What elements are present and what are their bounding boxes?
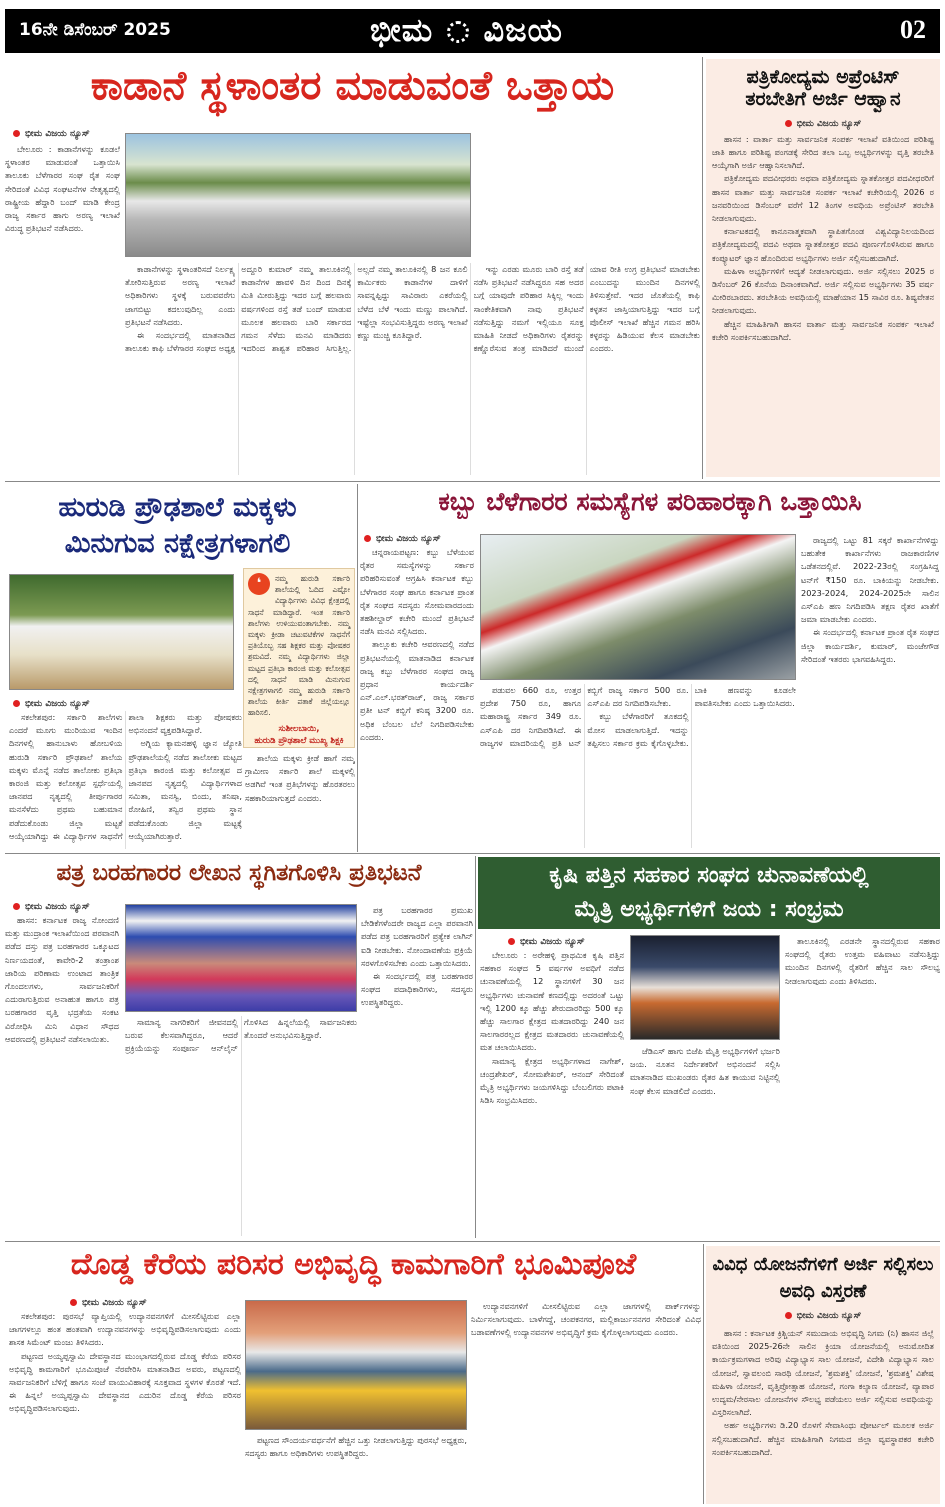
- paragraph: ಜೆಡಿಎಸ್ ಹಾಗು ಬಿಜೆಪಿ ಮೈತ್ರಿ ಅಭ್ಯರ್ಥಿಗಳಿಗೆ ಭರ್ಜರಿ ಜಯ. ನೂತನ ನಿರ್ದೇಶಕರಿಗೆ ಅಭಿನಂದನೆ ಸಲ್ಲಿಸಿ ಮಾತನಾಡಿದ ಮುಖಂಡರು ರೈತರ ಹಿತ ಕಾಯುವ ನಿಟ್ಟಿನಲ್ಲಿ ಸಂಘ ಕೆಲಸ ಮಾಡಲಿದೆ ಎಂದರು.: [630, 1046, 780, 1096]
- divider: [5, 1241, 940, 1242]
- divider: [475, 856, 476, 1238]
- paragraph: ಈ ಸಂದರ್ಭದಲ್ಲಿ ಮಾತನಾಡಿದ ತಾಲೂಕು ಕಾಫಿ ಬೆಳೆಗಾರರ ಸಂಘದ ಅಧ್ಯಕ್ಷ ಅದ್ದೂರಿ ಕುಮಾರ್ ನಮ್ಮ ತಾಲೂಕಿನಲ್ಲಿ ಕಾಡಾನೆಗಳ ಹಾವಳಿ ದಿನ ದಿಂದ ದಿನಕ್ಕೆ ಮಿತಿ ಮೀರುತ್ತಿದ್ದು ಇದರ ಬಗ್ಗೆ ಹಲವಾರು ವರ್ಷಗಳಿಂದ ರಸ್ತೆ ತಡೆ ಬಂದ್ ಮಾಡುವ ಮೂಲಕ ಹಲವಾರು ಬಾರಿ ಸರ್ಕಾರದ ಗಮನ ಸೆಳೆದು ಮನವಿ ಮಾಡಿದರು ಇದರಿಂದ ಶಾಶ್ವತ ಪರಿಹಾರ ಸಿಗುತ್ತಿಲ್ಲ. ಅಲ್ಲದೆ ನಮ್ಮ ತಾಲೂಕಿನಲ್ಲಿ 8 ಜನ ಕೂಲಿ ಕಾರ್ಮಿಕರು ಕಾಡಾನೆಗಳ ದಾಳಿಗೆ ಸಾವನ್ನಪ್ಪಿದ್ದು ಸಾವಿರಾರು ಎಕರೆಯಲ್ಲಿ ಬೆಳೆದ ಬೆಳೆ ಇಂದು ಮಣ್ಣು ಪಾಲಾಗಿದೆ. ಇಷ್ಟೆಲ್ಲಾ ಸಂಭವಿಸುತ್ತಿದ್ದರು ಅರಣ್ಯ ಇಲಾಖೆ ಕಣ್ಣು ಮುಚ್ಚಿ ಕೂತಿದ್ದಾರೆ.: [125, 264, 468, 354]
- byline: [13, 129, 90, 139]
- bullet-icon: [70, 1299, 77, 1306]
- byline-text: ಭೀಮ ವಿಜಯ ನ್ಯೂಸ್: [25, 699, 90, 709]
- headline-banner: [478, 857, 940, 929]
- quote-role: ಹುರುಡಿ ಪ್ರೌಢಶಾಲೆ ಮುಖ್ಯ ಶಿಕ್ಷಕಿ: [254, 735, 344, 746]
- article-body: [480, 949, 624, 1237]
- paragraph: ರಾಜ್ಯದಲ್ಲಿ ಒಟ್ಟು 81 ಸಕ್ಕರೆ ಕಾರ್ಖಾನೆಗಳಿದ್ದು ಬಹುತೇಕ ಕಾರ್ಖಾನೆಗಳು ರಾಜಕಾರಣಿಗಳ ಒಡೆತನದಲ್ಲಿವೆ. 2022-23ರಲ್ಲಿ ಸಂಗ್ರಹಿಸಿದ್ದ ಟನ್‌ಗೆ ₹150 ರೂ. ಬಾಕಿಯನ್ನು ನೀಡಬೇಕು. 2023-2024, 2024-2025ನೇ ಸಾಲಿನ ಎಸ್‌ಎಪಿ ಹಣ ನಿಗದಿಪಡಿಸಿ ತಕ್ಷಣ ರೈತರ ಖಾತೆಗೆ ಜಮಾ ಮಾಡಬೇಕು ಎಂದರು.: [801, 535, 939, 625]
- paragraph: ಪಟ್ಟಣದ ಸೌಂದರ್ಯವರ್ಧನೆಗೆ ಹೆಚ್ಚಿನ ಒತ್ತು ನೀಡಲಾಗುತ್ತಿದ್ದು ಪುರಸಭೆ ಅಧ್ಯಕ್ಷರು, ಸದಸ್ಯರು ಹಾಗೂ ಅಧಿಕಾರಿಗಳು ಉಪಸ್ಥಿತರಿದ್ದರು.: [245, 1435, 467, 1459]
- paragraph: ಬೇಲೂರು : ಕಾಡಾನೆಗಳನ್ನು ಕೂಡಲೆ ಸ್ಥಳಾಂತರ ಮಾಡುವಂತೆ ಒತ್ತಾಯಿಸಿ ತಾಲೂಕು ಬೆಳೆಗಾರರ ಸಂಘ ರೈತ ಸಂಘ ಸೇರಿದಂತೆ ವಿವಿಧ ಸಂಘಟನೆಗಳ ನೇತೃತ್ವದಲ್ಲಿ ರಾಷ್ಟ್ರೀಯ ಹೆದ್ದಾರಿ ಬಂದ್ ಮಾಡಿ ಕೇಂದ್ರ ರಾಜ್ಯ ಸರ್ಕಾರ ಹಾಗು ಅರಣ್ಯ ಇಲಾಖೆ ವಿರುದ್ಧ ಪ್ರತಿಭಟನೆ ನಡೆಸಿದರು.: [5, 144, 120, 234]
- article-body-cont: [125, 263, 700, 475]
- article-body-right: [785, 935, 940, 1237]
- headline-line: ಮಿನುಗುವ ನಕ್ಷೇತ್ರಗಳಾಗಲಿ: [64, 528, 291, 559]
- headline: ಪತ್ರಿಕೋದ್ಯಮ ಅಪ್ರೆಂಟಿಸ್ ತರಬೇತಿಗೆ ಅರ್ಜಿ ಆಹ್ವಾನ: [745, 66, 901, 110]
- article-body: [712, 133, 934, 344]
- paragraph: ಸಾಮಾನ್ಯ ನಾಗರಿಕರಿಗೆ ಜೀವನದಲ್ಲಿ ಬರುವ ಕೆಲಸವಾಗಿದ್ದರೂ, ಆದರೆ ಪ್ರಕ್ರಿಯೆಯನ್ನು ಸಂಪೂರ್ಣ ಆನ್‌ಲೈನ್ ಗೊಳಿಸಿದ ಹಿನ್ನಲೆಯಲ್ಲಿ ಸಾರ್ವಜನಿಕರು ತೊಂದರೆ ಅನುಭವಿಸುತ್ತಿದ್ದಾರೆ.: [125, 1017, 357, 1054]
- paragraph: ಈ ಸಂದರ್ಭದಲ್ಲಿ ಪತ್ರ ಬರಹಗಾರರ ಸಂಘದ ಪದಾಧಿಕಾರಿಗಳು, ಸದಸ್ಯರು ಉಪಸ್ಥಿತರಿದ್ದರು.: [361, 971, 473, 1008]
- article-body-cont: [630, 1045, 780, 1237]
- sidebar-apprentice-notice: [706, 59, 940, 477]
- paragraph: ಚನ್ನರಾಯಪಟ್ಟಣ: ಕಬ್ಬು ಬೆಳೆಯುವ ರೈತರ ಸಮಸ್ಯೆಗಳನ್ನು ಸರ್ಕಾರ ಪರಿಹರಿಸುವಂತೆ ಆಗ್ರಹಿಸಿ ಕರ್ನಾಟಕ ಕಬ್ಬು ಬೆಳೆಗಾರರ ಸಂಘ ಹಾಗೂ ಕರ್ನಾಟಕ ಪ್ರಾಂತ ರೈತ ಸಂಘದ ಸದಸ್ಯರು ಸೋಮವಾರದಂದು ತಹಶೀಲ್ದಾರ್ ಕಚೇರಿ ಮುಂದೆ ಪ್ರತಿಭಟನೆ ನಡೆಸಿ ಮನವಿ ಸಲ್ಲಿಸಿದರು.: [360, 547, 474, 637]
- article-body: [360, 546, 474, 848]
- headline: [5, 490, 350, 562]
- paragraph: ಸಕಲೇಶಪುರ: ಸರ್ಕಾರಿ ಶಾಲೆಗಳು ಎಂದರೆ ಮೂಗು ಮುರಿಯುವ ಇಂದಿನ ದಿನಗಳಲ್ಲಿ ಹಾನುಬಾಳು ಹೋಬಳಿಯ ಹುರುಡಿ ಸರ್ಕಾರಿ ಪ್ರೌಢಶಾಲೆ ಶಾಲೆಯ ಮಕ್ಕಳು ಮೊನ್ನೆ ನಡೆದ ತಾಲೋಕು ಪ್ರತಿಭಾ ಕಾರಂಜಿ ಮತ್ತು ಕಲೋತ್ಸವ ಸ್ಪರ್ಧೆಯಲ್ಲಿ ಜಾನಪದ ನೃತ್ಯದಲ್ಲಿ ತೀರ್ಪುಗಾರರ ಮನಸೆಳೆದು ಪ್ರಥಮ ಬಹುಮಾನ ಪಡೆದುಕೊಂಡು ಜಿಲ್ಲಾ ಮಟ್ಟಕೆ ಆಯ್ಕೆಯಾಗಿದ್ದು ಈ ವಿದ್ಯಾರ್ಥಿಗಳ ಸಾಧನೆಗೆ ಶಾಲಾ ಶಿಕ್ಷಕರು ಮತ್ತು ಪೋಷಕರು ಅಭಿನಂದನೆ ವ್ಯಕ್ತಪಡಿಸಿದ್ದಾರೆ.: [9, 712, 242, 841]
- paragraph: ತಾಲೂಕಿನಲ್ಲಿ ಎರಡನೇ ಸ್ಥಾನದಲ್ಲಿರುವ ಸಹಕಾರ ಸಂಘದಲ್ಲಿ ರೈತರು ಉತ್ತಮ ವಹಿವಾಟು ನಡೆಸುತ್ತಿದ್ದು ಮುಂದಿನ ದಿನಗಳಲ್ಲಿ ರೈತರಿಗೆ ಹೆಚ್ಚಿನ ಸಾಲ ಸೌಲಭ್ಯ ನೀಡಲಾಗುವುದು ಎಂದು ತಿಳಿಸಿದರು.: [785, 936, 940, 986]
- article-body-right: [801, 534, 939, 848]
- article-lake-development: [5, 1244, 702, 1504]
- protest-photo: [125, 133, 471, 257]
- paragraph: ಕರ್ನಾಟಕದಲ್ಲಿ ಕಾನೂನಾತ್ಮಕವಾಗಿ ಸ್ಥಾಪಿತಗೊಂಡ ವಿಶ್ವವಿದ್ಯಾನಿಲಯದಿಂದ ಪತ್ರಿಕೋದ್ಯಮದಲ್ಲಿ ಪದವಿ ಅಥವಾ ಸ್ನಾತಕೋತ್ತರ ಪದವಿ ಪೂರ್ಣಗೊಳಿಸಿರುವ ಹಾಗೂ ಕಂಪ್ಯೂಟರ್ ಜ್ಞಾನ ಹೊಂದಿರುವ ಅಭ್ಯರ್ಥಿಗಳು ಅರ್ಜಿ ಸಲ್ಲಿಸಬಹುದಾಗಿದೆ.: [712, 226, 934, 263]
- masthead: [5, 9, 940, 53]
- paragraph: ಬೇಲೂರು : ಅರೇಹಳ್ಳಿ ಪ್ರಾಥಮಿಕ ಕೃಷಿ ಪತ್ತಿನ ಸಹಕಾರ ಸಂಘದ 5 ವರ್ಷಗಳ ಅವಧಿಗೆ ನಡೆದ ಚುನಾವಣೆಯಲ್ಲಿ 12 ಸ್ಥಾನಗಳಿಗೆ 30 ಜನ ಅಭ್ಯರ್ಥಿಗಳು ಚುನಾವಣೆ ಕಣದಲ್ಲಿದ್ದು ಅದರಂತೆ ಒಟ್ಟು ಇಲ್ಲಿ 1200 ಕ್ಕೂ ಹೆಚ್ಚು ಶೇರುದಾರರಿದ್ದು 500 ಕ್ಕೂ ಹೆಚ್ಚು ಸಾಲಗಾರ ಕ್ಷೇತ್ರದ ಮತದಾರರಿದ್ದು 240 ಜನ ಸಾಲಗಾರರಲ್ಲದ ಕ್ಷೇತ್ರದ ಮತದಾರರು ಚುನಾವಣೆಯಲ್ಲಿ ಮತ ಚಲಾಯಿಸಿದರು.: [480, 950, 624, 1053]
- paragraph: ಶಾಲೆಯ ಮಕ್ಕಳು ಕ್ರೀಡೆ ಹಾಗೆ ನಮ್ಮ ಗ್ರಾಮೀಣ ಸರ್ಕಾರಿ ಶಾಲೆ ಮಕ್ಕಳಲ್ಲಿ ಅಡಗಿವೆ ಇಂತ ಪ್ರತಿಭೆಗಳನ್ನು ಹೊರತರಲು ಸಹಕಾರಿಯಾಗುತ್ತದೆ ಎಂದರು.: [245, 753, 355, 803]
- byline: [712, 119, 934, 129]
- byline-text: ಭೀಮ ವಿಜಯ ನ್ಯೂಸ್: [25, 902, 90, 912]
- bullet-icon: [508, 938, 515, 945]
- paragraph: ಕಬ್ಬು ಬೆಳೆಗಾರರಿಗೆ ತೂಕದಲ್ಲಿ ಮೋಸ ಮಾಡಲಾಗುತ್ತಿದೆ. ಇದನ್ನು ತಪ್ಪಿಸಲು ಸರ್ಕಾರ ಕ್ರಮ ಕೈಗೊಳ್ಳಬೇಕು. ಬಾಕಿ ಹಣವನ್ನು ಕೂಡಲೇ ಪಾವತಿಸಬೇಕು ಎಂದು ಒತ್ತಾಯಿಸಿದರು.: [587, 685, 796, 748]
- paragraph: ಈ ಸಂದರ್ಭದಲ್ಲಿ ಕರ್ನಾಟಕ ಪ್ರಾಂತ ರೈತ ಸಂಘದ ಜಿಲ್ಲಾ ಕಾರ್ಯದರ್ಶಿ, ಕುಮಾರ್, ಮಂಜೇಗೌಡ ಸೇರಿದಂತೆ ಇತರರು ಭಾಗವಹಿಸಿದ್ದರು.: [801, 627, 939, 664]
- article-body: [9, 1310, 241, 1502]
- article-body: [5, 143, 120, 473]
- paragraph: ಅರ್ಹ ಅಭ್ಯರ್ಥಿಗಳು ಡಿ.20 ರೊಳಗೆ ಸೇವಾಸಿಂಧು ಪೋರ್ಟಲ್ ಮೂಲಕ ಅರ್ಜಿ ಸಲ್ಲಿಸಬಹುದಾಗಿದೆ. ಹೆಚ್ಚಿನ ಮಾಹಿತಿಗಾಗಿ ನಿಗಮದ ಜಿಲ್ಲಾ ವ್ಯವಸ್ಥಾಪಕರ ಕಚೇರಿ ಸಂಪರ್ಕಿಸಬಹುದಾಗಿದೆ.: [712, 1420, 934, 1457]
- paragraph: ಸಾಮಾನ್ಯ ಕ್ಷೇತ್ರದ ಅಭ್ಯರ್ಥಿಗಳಾದ ನಾಗೇಶ್, ಚಂದ್ರಶೇಖರ್, ಸೋಮಶೇಖರ್, ಆನಂದ್ ಸೇರಿದಂತೆ ಮೈತ್ರಿ ಅಭ್ಯರ್ಥಿಗಳು ಜಯಗಳಿಸಿದ್ದು ಬೆಂಬಲಿಗರು ಪಟಾಕಿ ಸಿಡಿಸಿ ಸಂಭ್ರಮಿಸಿದರು.: [480, 1055, 624, 1106]
- byline-text: ಭೀಮ ವಿಜಯ ನ್ಯೂಸ್: [82, 1298, 147, 1308]
- byline-text: ಭೀಮ ವಿಜಯ ನ್ಯೂಸ್: [796, 118, 862, 129]
- paragraph: ಸಕಲೇಶಪುರ: ಪುರಸಭೆ ವ್ಯಾಪ್ತಿಯಲ್ಲಿ ಉದ್ಯಾನವನಗಳಿಗೆ ಮೀಸಲಿಟ್ಟಿರುವ ಎಲ್ಲಾ ಜಾಗಗಳಲ್ಲೂ ಹಂತ ಹಂತವಾಗಿ ಉದ್ಯಾನವನಗಳನ್ನು ಅಭಿವೃದ್ಧಿಪಡಿಸಲಾಗುವುದು ಎಂದು ಶಾಸಕ ಸಿಮೆಂಟ್ ಮಂಜು ತಿಳಿಸಿದರು.: [9, 1311, 241, 1348]
- headline-line: ಕೃಷಿ ಪತ್ತಿನ ಸಹಕಾರ ಸಂಘದ ಚುನಾವಣೆಯಲ್ಲಿ: [549, 863, 869, 888]
- bhoomi-pooja-photo: [245, 1300, 467, 1430]
- byline-text: ಭೀಮ ವಿಜಯ ನ್ಯೂಸ್: [25, 129, 90, 139]
- quote-icon: ❛: [248, 573, 270, 595]
- byline: [364, 534, 441, 544]
- divider: [702, 57, 703, 479]
- article-cooperative-election: [478, 857, 940, 1238]
- paragraph: ಹಾಸನ : ಕರ್ನಾಟಕ ಕ್ರಿಶ್ಚಿಯನ್ ಸಮುದಾಯ ಅಭಿವೃದ್ಧಿ ನಿಗಮ (ನಿ) ಹಾಸನ ಜಿಲ್ಲೆ ವತಿಯಿಂದ 2025-26ನೇ ಸಾಲಿನ ಕ್ರಿಯಾ ಯೋಜನೆಯಲ್ಲಿ ಅನುಮೋದಿತ ಕಾರ್ಯಕ್ರಮಗಳಾದ ಅರಿವು ವಿದ್ಯಾಭ್ಯಾಸ ಸಾಲ ಯೋಜನೆ, ವಿದೇಶಿ ವಿದ್ಯಾಭ್ಯಾಸ ಸಾಲ ಯೋಜನೆ, ಸ್ವಾವಲಂಬಿ ಸಾರಥಿ ಯೋಜನೆ, 'ಶ್ರಮಶಕ್ತಿ' ಯೋಜನೆ, 'ಶ್ರಮಶಕ್ತಿ' ವಿಶೇಷ ಮಹಿಳಾ ಯೋಜನೆ, ವೃತ್ತಿಪ್ರೋತ್ಸಾಹ ಯೋಜನೆ, ಗಂಗಾ ಕಲ್ಯಾಣ ಯೋಜನೆ, ವ್ಯಾಪಾರ ಉದ್ಯಮ/ನೇರಸಾಲ ಯೋಜನೆಗಳ ಸೌಲಭ್ಯ ಪಡೆಯಲು ಅರ್ಜಿ ಸಲ್ಲಿಸುವ ಅವಧಿಯನ್ನು ವಿಸ್ತರಿಸಲಾಗಿದೆ.: [712, 1328, 934, 1418]
- headline: ಕಬ್ಬು ಬೆಳೆಗಾರರ ಸಮಸ್ಯೆಗಳ ಪರಿಹಾರಕ್ಕಾಗಿ ಒತ್ತಾಯಿಸಿ: [438, 487, 862, 516]
- article-sugarcane-growers: [360, 484, 940, 850]
- students-folk-dance-photo: [9, 574, 234, 690]
- bullet-icon: [13, 903, 20, 910]
- byline-text: ಭೀಮ ವಿಜಯ ನ್ಯೂಸ್: [520, 937, 585, 947]
- page-number: 02: [900, 15, 926, 44]
- article-body: [712, 1327, 934, 1487]
- article-elephant-relocation: [5, 57, 700, 477]
- logo-text-part2: ವಿಜಯ: [483, 11, 563, 49]
- headline: ದೊಡ್ಡ ಕೆರೆಯ ಪರಿಸರ ಅಭಿವೃದ್ಧಿ ಕಾಮಗಾರಿಗೆ ಭೂಮಿಪೂಜೆ: [70, 1247, 637, 1282]
- byline: [13, 902, 90, 912]
- paragraph: ಪತ್ರ ಬರಹಗಾರರ ಪ್ರಮುಖ ಬೇಡಿಕೆಗಳೆಂದರೇ ರಾಜ್ಯದ ಎಲ್ಲಾ ಪರವಾನಗಿ ಪಡೆದ ಪತ್ರ ಬರಹಗಾರರಿಗೆ ಪ್ರತ್ಯೇಕ ಲಾಗಿನ್ ಐಡಿ ನೀಡಬೇಕು. ನೋಂದಾವಣೆಯ ಪ್ರಕ್ರಿಯೆ ಸರಳಗೊಳಿಸಬೇಕು ಎಂದು ಒತ್ತಾಯಿಸಿದರು.: [361, 905, 473, 968]
- quote-attribution: [248, 723, 350, 747]
- article-body-cont: [245, 752, 355, 848]
- article-body-right: [361, 904, 473, 1236]
- paragraph: ಉದ್ಯಾನವನಗಳಿಗೆ ಮೀಸಲಿಟ್ಟಿರುವ ಎಲ್ಲಾ ಜಾಗಗಳಲ್ಲಿ ಪಾರ್ಕ್‌ಗಳನ್ನು ನಿರ್ಮಿಸಲಾಗುವುದು. ಬಾಳೆಗದ್ದೆ, ಚಂಪಕನಗರ, ಮಲ್ಲಿಕಾರ್ಜುನನಗರ ಸೇರಿದಂತೆ ವಿವಿಧ ಬಡಾವಣೆಗಳಲ್ಲಿ ಉದ್ಯಾನವನಗಳ ಅಭಿವೃದ್ಧಿಗೆ ಕ್ರಮ ಕೈಗೊಳ್ಳಲಾಗುವುದು ಎಂದರು.: [471, 1301, 701, 1338]
- paragraph: ಇನ್ನು ಎರಡು ಮೂರು ಬಾರಿ ರಸ್ತೆ ತಡೆ ನಡೆಸಿ ಪ್ರತಿಭಟನೆ ನಡೆಸಿದ್ದರೂ ಸಹ ಅದರ ಬಗ್ಗೆ ಯಾವುದೇ ಪರಿಹಾರ ಸಿಕ್ಕಿಲ್ಲ ಇಂದು ಸಾಂಕೇತಿಕವಾಗಿ ನಾವು ಪ್ರತಿಭಟನೆ ನಡೆಸುತ್ತಿದ್ದು ನಮಗೆ ಇಲ್ಲಿಯೂ ಸೂಕ್ತ ಮಾಹಿತಿ ನೀಡದೆ ಅಧಿಕಾರಿಗಳು ರೈತರನ್ನು ಕಣ್ಣೊರೆಸುವ ತಂತ್ರ ಮಾಡಿದರೆ ಮುಂದೆ ಯಾವ ರೀತಿ ಉಗ್ರ ಪ್ರತಿಭಟನೆ ಮಾಡಬೇಕು ಎಂಬುದನ್ನು ಮುಂದಿನ ದಿನಗಳಲ್ಲಿ ತಿಳಿಸುತ್ತೇವೆ. ಇದರ ಜೊತೆಯಲ್ಲಿ ಕಾಫಿ ಕಳ್ಳತನ ಜಾಸ್ತಿಯಾಗುತ್ತಿದ್ದು ಇದರ ಬಗ್ಗೆ ಪೊಲೀಸ್ ಇಲಾಖೆ ಹೆಚ್ಚಿನ ಗಮನ ಹರಿಸಿ ಕಳ್ಳರನ್ನು ಹಿಡಿಯುವ ಕೆಲಸ ಮಾಡಬೇಕು ಎಂದರು.: [473, 264, 700, 354]
- article-body-right: [471, 1300, 701, 1502]
- article-body-cont: [125, 1016, 357, 1236]
- bullet-icon: [364, 535, 371, 542]
- sidebar-scheme-extension: [706, 1246, 940, 1504]
- paragraph: ಕಾಡಾನೆಗಳನ್ನು ಸ್ಥಳಾಂತರಿಸದೆ ನಿರ್ಲಕ್ಷ್ಯ ತೋರಿಸುತ್ತಿರುವ ಅರಣ್ಯ ಇಲಾಖೆ ಅಧಿಕಾರಿಗಳು ಸ್ಥಳಕ್ಕೆ ಬರುವವರೆಗು ಜಾಗಬಿಟ್ಟು ಕದಲುವುದಿಲ್ಲ ಎಂದು ಪ್ರತಿಭಟನೆ ನಡೆಸಿದರು.: [125, 264, 236, 327]
- chakra-icon: [447, 21, 469, 43]
- paragraph: ಹಾಸನ: ಕರ್ನಾಟಕ ರಾಜ್ಯ ನೋಂದಣಿ ಮತ್ತು ಮುದ್ರಾಂಕ ಇಲಾಖೆಯಿಂದ ಪರವಾನಗಿ ಪಡೆದ ದಸ್ತು ಪತ್ರ ಬರಹಗಾರರ ಒಕ್ಕೂಟದ ನಿರ್ಣಯದಂತೆ, ಕಾವೇರಿ-2 ತಂತ್ರಾಂಶ ಜಾರಿಯ ಪರಿಣಾಮ ಉಂಟಾದ ತಾಂತ್ರಿಕ ಗೊಂದಲಗಳು, ಸಾರ್ವಜನಿಕರಿಗೆ ಎದುರಾಗುತ್ತಿರುವ ಅನಾಹುತ ಹಾಗೂ ಪತ್ರ ಬರಹಗಾರರ ವೃತ್ತಿ ಭದ್ರತೆಯ ಸಂಕಟ ವಿರೋಧಿಸಿ ಮಿನಿ ವಿಧಾನ ಸೌಧದ ಆವರಣದಲ್ಲಿ ಪ್ರತಿಭಟನೆ ನಡೆಸಲಾಯಿತು.: [5, 915, 119, 1044]
- headline: ಪತ್ರ ಬರಹಗಾರರ ಲೇಖನ ಸ್ಥಗಿತಗೊಳಿಸಿ ಪ್ರತಿಭಟನೆ: [56, 860, 422, 886]
- bullet-icon: [785, 120, 792, 127]
- photo-caption: [245, 1434, 467, 1502]
- election-celebration-photo: [630, 935, 780, 1040]
- article-body-cont: [480, 684, 796, 848]
- divider: [357, 484, 358, 852]
- byline: [712, 1311, 934, 1321]
- sugarcane-protest-photo: [480, 534, 796, 680]
- divider: [5, 853, 940, 854]
- paragraph: ಹೆಚ್ಚಿನ ಮಾಹಿತಿಗಾಗಿ ಹಾಸನ ವಾರ್ತಾ ಮತ್ತು ಸಾರ್ವಜನಿಕ ಸಂಪರ್ಕ ಇಲಾಖೆ ಕಚೇರಿ ಸಂಪರ್ಕಿಸಬಹುದಾಗಿದೆ.: [712, 318, 934, 342]
- headline: ಕಾಡಾನೆ ಸ್ಥಳಾಂತರ ಮಾಡುವಂತೆ ಒತ್ತಾಯ: [90, 63, 615, 109]
- article-body: [9, 711, 242, 849]
- byline-text: ಭೀಮ ವಿಜಯ ನ್ಯೂಸ್: [376, 534, 441, 544]
- paragraph: ಪಡುವಲ 660 ರೂ, ಉತ್ತರ ಪ್ರದೇಶ 750 ರೂ, ಹಾಗೂ ಮಹಾರಾಷ್ಟ್ರ ಸರ್ಕಾರ 349 ರೂ. ಎಸ್‌ಎಪಿ ದರ ನಿಗದಿಪಡಿಸಿದೆ. ಈ ರಾಜ್ಯಗಳ ಮಾದರಿಯಲ್ಲಿ ಪ್ರತಿ ಟನ್ ಕಬ್ಬಿಗೆ ರಾಜ್ಯ ಸರ್ಕಾರ 500 ರೂ. ಎಸ್‌ಎಪಿ ದರ ನಿಗದಿಪಡಿಸಬೇಕು.: [480, 685, 689, 748]
- paragraph: ಪತ್ರಿಕೋದ್ಯಮ ಪದವೀಧರರು ಅಥವಾ ಪತ್ರಿಕೋದ್ಯಮ ಸ್ನಾತಕೋತ್ತರ ಪದವೀಧರರಿಗೆ ಹಾಸನ ವಾರ್ತಾ ಮತ್ತು ಸಾರ್ವಜನಿಕ ಸಂಪರ್ಕ ಇಲಾಖೆ ಕಚೇರಿಯಲ್ಲಿ 2026 ರ ಜನವರಿಯಿಂದ ಡಿಸೆಂಬರ್ ವರೆಗೆ 12 ತಿಂಗಳ ಅವಧಿಯ ಅಪ್ರೆಂಟಿಸ್ ತರಬೇತಿ ನೀಡಲಾಗುವುದು.: [712, 173, 934, 223]
- paragraph: ಮಹಿಳಾ ಅಭ್ಯರ್ಥಿಗಳಿಗೆ ಆದ್ಯತೆ ನೀಡಲಾಗುವುದು. ಅರ್ಜಿ ಸಲ್ಲಿಸಲು 2025 ರ ಡಿಸೆಂಬರ್ 26 ಕೊನೆಯ ದಿನಾಂಕವಾಗಿದೆ. ಅರ್ಜಿ ಸಲ್ಲಿಸುವ ಅಭ್ಯರ್ಥಿಗಳು 35 ವರ್ಷ ಮೀರಿರಬಾರದು. ತರಬೇತಿಯ ಅವಧಿಯಲ್ಲಿ ಮಾಹೆಯಾನ 15 ಸಾವಿರ ರೂ. ಶಿಷ್ಯವೇತನ ನೀಡಲಾಗುವುದು.: [712, 265, 934, 316]
- writers-meeting-photo: [125, 904, 357, 1012]
- quote-box: [243, 568, 355, 748]
- paragraph: ಪಟ್ಟಣದ ಅಯ್ಯಪ್ಪಸ್ವಾಮಿ ದೇವಸ್ಥಾನದ ಮುಂಭಾಗದಲ್ಲಿರುವ ದೊಡ್ಡ ಕೆರೆಯ ಪರಿಸರ ಅಭಿವೃದ್ಧಿ ಕಾಮಗಾರಿಗೆ ಭೂಮಿಪೂಜೆ ನೆರವೇರಿಸಿ ಮಾತನಾಡಿದ ಅವರು, ಪಟ್ಟಣದಲ್ಲಿ ಸಾರ್ವಜನಿಕರಿಗೆ ಬೆಳಿಗ್ಗೆ ಹಾಗೂ ಸಂಜೆ ವಾಯುವಿಹಾರಕ್ಕೆ ಸೂಕ್ತವಾದ ಸ್ಥಳಗಳ ಕೊರತೆ ಇದೆ. ಈ ಹಿನ್ನಲೆ ಅಯ್ಯಪ್ಪಸ್ವಾಮಿ ದೇವಸ್ಥಾನದ ಎದುರಿನ ದೊಡ್ಡ ಕೆರೆಯ ಪರಿಸರ ಅಭಿವೃದ್ಧಿಪಡಿಸಲಾಗುವುದು.: [9, 1350, 241, 1414]
- paragraph: ಅಗ್ನಿಯ ಕ್ಯಾಮನಹಳ್ಳಿ ಜ್ಞಾನ ಜ್ಯೋತಿ ಪ್ರೌಢಶಾಲೆಯಲ್ಲಿ ನಡೆದ ತಾಲೋಕು ಮಟ್ಟದ ಪ್ರತಿಭಾ ಕಾರಂಜಿ ಮತ್ತು ಕಲೋತ್ಸವ ದ ಜಾನಪದ ನೃತ್ಯದಲ್ಲಿ ವಿದ್ಯಾರ್ಥಿಗಳಾದ ಸಮಿತಾ, ಮನಸ್ವಿ, ಬಿಂದು, ತನಿಷಾ, ರೋಹಿಣಿ, ತನ್ವಿರ ಪ್ರಥಮ ಸ್ಥಾನ ಪಡೆದುಕೊಂಡು ಜಿಲ್ಲಾ ಮಟ್ಟಕ್ಕೆ ಆಯ್ಕೆಯಾಗಿರುತ್ತಾರೆ.: [128, 738, 242, 841]
- byline: [70, 1298, 147, 1308]
- bullet-icon: [785, 1312, 792, 1319]
- bullet-icon: [13, 700, 20, 707]
- divider: [5, 481, 940, 482]
- byline: [13, 699, 90, 709]
- article-document-writers-protest: [5, 856, 473, 1238]
- article-body: [5, 914, 119, 1236]
- byline: [508, 937, 585, 947]
- bullet-icon: [13, 130, 20, 137]
- byline-text: ಭೀಮ ವಿಜಯ ನ್ಯೂಸ್: [796, 1311, 862, 1321]
- quote-name: ಸುಶೀಲಬಾಯಿ,: [278, 723, 320, 734]
- newspaper-logo: [370, 11, 563, 50]
- headline-line: ಮೈತ್ರಿ ಅಭ್ಯರ್ಥಿಗಳಿಗೆ ಜಯ : ಸಂಭ್ರಮ: [574, 897, 844, 922]
- issue-date: 16ನೇ ಡಿಸೆಂಬರ್ 2025: [19, 20, 171, 40]
- quote-text: ನಮ್ಮ ಹುರುಡಿ ಸರ್ಕಾರಿ ಶಾಲೆಯಲ್ಲಿ ಓದಿದ ಎಷ್ಟೋ ವಿದ್ಯಾರ್ಥಿಗಳು ವಿವಿಧ ಕ್ಷೇತ್ರದಲ್ಲಿ ಸಾಧನೆ ಮಾಡಿದ್ದಾರೆ. ಇಂತ ಸರ್ಕಾರಿ ಶಾಲೆಗಳು ಉಳಿಯುವಂತಾಗಬೇಕು. ನಮ್ಮ ಮಕ್ಕಳು ಕ್ರೀಡಾ ಚಟುವಟಿಕೆಗಳ ಸಾಧನೆಗೆ ಪ್ರತಿಯೊಬ್ಬ ಸಹ ಶಿಕ್ಷಕರ ಮತ್ತು ಪೋಷಕರ ಶ್ರಮವಿದೆ. ನಮ್ಮ ವಿದ್ಯಾರ್ಥಿಗಳು ಜಿಲ್ಲಾ ಮಟ್ಟದ ಪ್ರತಿಭಾ ಕಾರಂಜಿ ಮತ್ತು ಕಲೋತ್ಸವ ದಲ್ಲಿ ಸಾಧನೆ ಮಾಡಿ ಮಿನುಗುವ ನಕ್ಷೇತ್ರಗಳಾಗಲಿ ನಮ್ಮ ಹುರುಡಿ ಸರ್ಕಾರಿ ಶಾಲೆಯ ಕೀರ್ತಿ ಪತಾಕೆ ಜಿಲ್ಲೆಯಲ್ಲೂ ಹಾರಿಸಲಿ.: [248, 574, 350, 718]
- article-hurudi-school: [5, 484, 355, 850]
- headline: ವಿವಿಧ ಯೋಜನೆಗಳಿಗೆ ಅರ್ಜಿ ಸಲ್ಲಿಸಲು ಅವಧಿ ವಿಸ್ತರಣೆ: [712, 1254, 934, 1302]
- paragraph: ತಾಲ್ಲೂಕು ಕಚೇರಿ ಆವರಣದಲ್ಲಿ ನಡೆದ ಪ್ರತಿಭಟನೆಯಲ್ಲಿ ಮಾತನಾಡಿದ ಕರ್ನಾಟಕ ರಾಜ್ಯ ಕಬ್ಬು ಬೆಳೆಗಾರರ ಸಂಘದ ರಾಜ್ಯ ಪ್ರಧಾನ ಕಾರ್ಯದರ್ಶಿ ಎನ್.ಎಲ್.ಭರತ್‌ರಾಜ್, ರಾಜ್ಯ ಸರ್ಕಾರ ಪ್ರತೀ ಟನ್ ಕಬ್ಬಿಗೆ ಕನಿಷ್ಠ 3200 ರೂ. ಅಧಿಕ ಬೆಂಬಲ ಬೆಲೆ ನಿಗದಿಪಡಿಸಬೇಕು ಎಂದರು.: [360, 639, 474, 742]
- headline-line: ಹುರುಡಿ ಪ್ರೌಢಶಾಲೆ ಮಕ್ಕಳು: [58, 492, 297, 523]
- logo-text-part1: ಭೀಮ: [370, 11, 434, 49]
- divider: [703, 1244, 704, 1504]
- paragraph: ಹಾಸನ : ವಾರ್ತಾ ಮತ್ತು ಸಾರ್ವಜನಿಕ ಸಂಪರ್ಕ ಇಲಾಖೆ ವತಿಯಿಂದ ಪರಿಶಿಷ್ಟ ಜಾತಿ ಹಾಗೂ ಪರಿಶಿಷ್ಟ ಪಂಗಡಕ್ಕೆ ಸೇರಿದ ತಲಾ ಒಬ್ಬ ಅಭ್ಯರ್ಥಿಗಳನ್ನು ವೃತ್ತಿ ತರಬೇತಿ ಆಯ್ಕೆಗಾಗಿ ಅರ್ಜಿ ಆಹ್ವಾನಿಸಲಾಗಿದೆ.: [712, 133, 934, 171]
